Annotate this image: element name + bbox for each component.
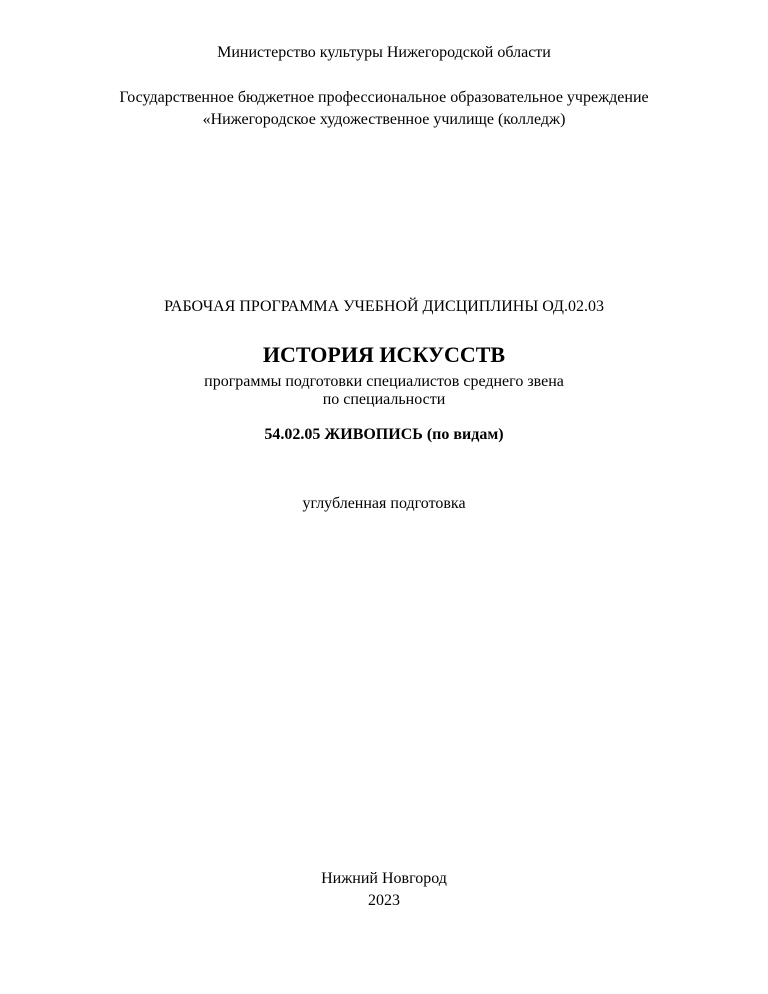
training-level: углубленная подготовка xyxy=(302,495,466,512)
program-subtitle: программы подготовки специалистов среднего звена xyxy=(204,373,564,390)
program-label: РАБОЧАЯ ПРОГРАММА УЧЕБНОЙ ДИСЦИПЛИНЫ ОД.02.03 xyxy=(164,298,604,315)
discipline-title: ИСТОРИЯ ИСКУССТВ xyxy=(262,342,506,367)
ministry-name: Министерство культуры Нижегородской области xyxy=(217,44,551,61)
specialty-code: 54.02.05 ЖИВОПИСЬ (по видам) xyxy=(264,426,504,443)
institution-type: Государственное бюджетное профессиональное образовательное учреждение xyxy=(119,89,649,106)
specialty-label: по специальности xyxy=(322,391,446,408)
year: 2023 xyxy=(368,892,400,909)
institution-name: «Нижегородское художественное училище (колледж) xyxy=(202,111,566,128)
city: Нижний Новгород xyxy=(321,870,447,887)
